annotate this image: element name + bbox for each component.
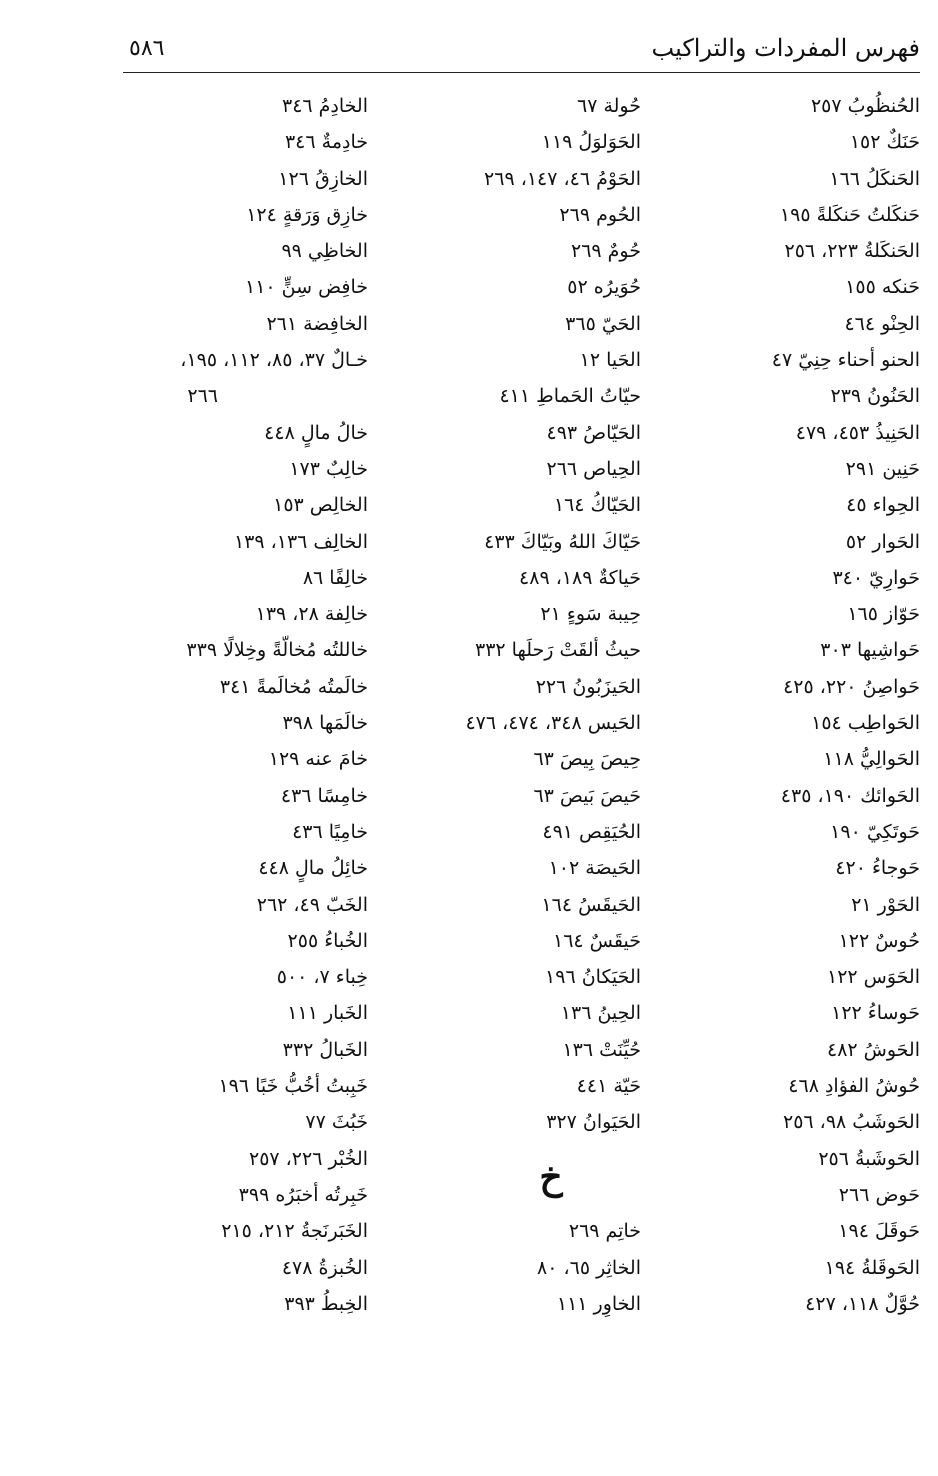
index-entry: خامِسًا ٤٣٦ (280, 784, 368, 807)
index-entry: الحَوار ٥٢ (845, 530, 920, 553)
index-entry: الخِبطُ ٣٩٣ (284, 1292, 368, 1315)
index-entry: الخالِص ١٥٣ (273, 494, 368, 517)
index-entry: ٢٦٦ (187, 385, 218, 408)
index-entry: حَياكةٌ ١٨٩، ٤٨٩ (519, 566, 641, 589)
index-entry: حُوَّلٌ ١١٨، ٤٢٧ (805, 1292, 920, 1315)
index-entry: حَوقَلَ ١٩٤ (838, 1220, 920, 1243)
index-entry: حَوارِيّ ٣٤٠ (832, 566, 920, 589)
index-entry: خالِفًا ٨٦ (302, 566, 368, 589)
index-entry: خَبِرتُه أخبَرُه ٣٩٩ (238, 1183, 368, 1206)
index-entry: الخاظِي ٩٩ (281, 240, 368, 263)
index-entry: الخَبّ ٤٩، ٢٦٢ (256, 893, 368, 916)
index-entry: خامَ عنه ١٢٩ (268, 748, 368, 771)
letter-heading: خ (539, 1155, 563, 1198)
index-entry: حَنكه ١٥٥ (845, 276, 920, 299)
index-column-middle (391, 88, 641, 1322)
index-entry: الخُبزةُ ٤٧٨ (281, 1256, 368, 1279)
index-entry: الحَيّاصُ ٤٩٣ (546, 421, 641, 444)
index-entry: الحَيزَبُونُ ٢٢٦ (535, 675, 641, 698)
index-entry: الحَيّاكُ ١٦٤ (553, 494, 641, 517)
running-title: فهرس المفردات والتراكيب (651, 34, 920, 62)
index-entry: الخاثِر ٦٥، ٨٠ (537, 1256, 641, 1279)
index-entry: الحُنظُوبُ ٢٥٧ (810, 95, 920, 117)
index-entry: الحَيقَسُ ١٦٤ (541, 893, 641, 916)
index-entry: حَواشِيها ٣٠٣ (820, 639, 920, 662)
index-entry: حَوساءُ ١٢٢ (831, 1002, 920, 1025)
index-entry: الحنو أحناء حِنِيّ ٤٧ (771, 349, 920, 372)
index-entry: خالُ مالٍ ٤٤٨ (264, 421, 368, 444)
index-entry: الحَوشَبةُ ٢٥٦ (818, 1147, 920, 1170)
index-entry: حَيّة ٤٤١ (576, 1075, 641, 1098)
index-entry: الحَنُونُ ٢٣٩ (830, 385, 920, 408)
index-entry: خالَمَها ٣٩٨ (282, 712, 368, 735)
index-entry: خادِمةٌ ٣٤٦ (284, 131, 368, 154)
index-entry: حُوسٌ ١٢٢ (838, 929, 920, 952)
index-entry: حُولة ٦٧ (577, 95, 641, 117)
index-entry: حِيبة سَوءٍ ٢١ (540, 603, 641, 626)
index-column-right (675, 88, 920, 1322)
index-entry: خازِق وَرَقةٍ ١٢٤ (246, 203, 368, 226)
index-entry: الحِينُ ١٣٦ (560, 1002, 641, 1025)
index-entry: خِباء ٧، ٥٠٠ (276, 966, 368, 989)
index-entry: حَوجاءُ ٤٢٠ (835, 857, 920, 880)
page-header (123, 30, 920, 73)
index-entry: الحِياص ٢٦٦ (546, 457, 641, 480)
index-entry: خاللتُه مُخالّةً وخِلالًا ٣٣٩ (186, 639, 368, 662)
index-entry: حَوّاز ١٦٥ (847, 603, 920, 626)
index-entry: الحَوْمُ ٤٦، ١٤٧، ٢٦٩ (484, 167, 641, 190)
index-entry: حَنِين ٢٩١ (845, 457, 920, 480)
index-entry: الحَيّ ٣٦٥ (565, 312, 641, 335)
index-entry: خاتِم ٢٦٩ (568, 1220, 641, 1243)
index-entry: الخَبار ١١١ (287, 1002, 368, 1025)
index-entry: الحِواء ٤٥ (846, 494, 920, 517)
index-entry: الحَوشَبُ ٩٨، ٢٥٦ (783, 1111, 920, 1134)
index-entry: خائِلُ مالٍ ٤٤٨ (258, 857, 368, 880)
index-entry: حَوتَكِيّ ١٩٠ (830, 820, 920, 843)
page-number: ٥٨٦ (129, 36, 165, 61)
index-entry: الخادِمُ ٣٤٦ (281, 95, 368, 117)
index-entry: الخُبْر ٢٢٦، ٢٥٧ (248, 1147, 368, 1170)
index-entry: خالَمتُه مُخالَمةً ٣٤١ (219, 675, 368, 698)
index-entry: خامِيًا ٤٣٦ (292, 820, 368, 843)
index-entry: خافِض سِنٍّ ١١٠ (245, 276, 368, 299)
index-entry: الحَوَلوَلُ ١١٩ (541, 131, 641, 154)
index-entry: حَنكَلتُ حَنكَلةً ١٩٥ (779, 203, 920, 226)
index-entry: خـالٌ ٣٧، ٨٥، ١١٢، ١٩٥، (180, 349, 368, 372)
index-entry: الخُباءُ ٢٥٥ (287, 929, 368, 952)
index-entry: الحُوم ٢٦٩ (559, 203, 641, 226)
index-entry: حَيّاكَ اللهُ وبَيّاكَ ٤٣٣ (484, 530, 641, 553)
index-entry: الخالِف ١٣٦، ١٣٩ (233, 530, 368, 553)
index-entry: الحَيَكانُ ١٩٦ (545, 966, 641, 989)
index-entry: الحَيَوانُ ٣٢٧ (546, 1111, 641, 1134)
index-column-left (38, 88, 368, 1322)
index-entry: الخاوِر ١١١ (556, 1292, 641, 1315)
index-entry: حُوَيرُه ٥٢ (567, 276, 641, 299)
index-entry: الحَنكَلةُ ٢٢٣، ٢٥٦ (784, 240, 920, 263)
index-entry: الحَوالِيُّ ١١٨ (823, 748, 920, 771)
index-entry: الخافِضة ٢٦١ (266, 312, 368, 335)
index-entry: خالِفة ٢٨، ١٣٩ (255, 603, 368, 626)
index-entry: الحَيس ٣٤٨، ٤٧٤، ٤٧٦ (465, 712, 641, 735)
index-entry: خَبِبتُ أخُبُّ خَبًا ١٩٦ (218, 1075, 368, 1098)
index-entry: الحَوقَلةُ ١٩٤ (824, 1256, 920, 1279)
index-entry: الحَنكَلُ ١٦٦ (829, 167, 920, 190)
index-entry: حَيصَ بَيصَ ٦٣ (533, 784, 641, 807)
index-entry: خَبُثَ ٧٧ (305, 1111, 368, 1134)
index-entry: الحَوائك ١٩٠، ٤٣٥ (780, 784, 920, 807)
index-entry: حَيقَسٌ ١٦٤ (553, 929, 641, 952)
index-entry: حُومٌ ٢٦٩ (571, 240, 641, 263)
index-entry: الحَيصَة ١٠٢ (548, 857, 641, 880)
index-entry: الحَوَس ١٢٢ (826, 966, 920, 989)
index-entry: حُيِّنَتْ ١٣٦ (562, 1038, 641, 1061)
index-entry: الحِنْو ٤٦٤ (844, 312, 920, 335)
index-entry: حيثُ ألقَتْ رَحلَها ٣٣٢ (475, 639, 641, 662)
index-entry: الحَيا ١٢ (579, 349, 641, 372)
index-entry: الخَبالُ ٣٣٢ (282, 1038, 368, 1061)
index-entry: حَوض ٢٦٦ (838, 1183, 920, 1206)
index-entry: حَنَكٌ ١٥٢ (849, 131, 920, 154)
index-entry: حُوشُ الفؤادِ ٤٦٨ (788, 1075, 920, 1098)
index-entry: الخازِقُ ١٢٦ (278, 167, 368, 190)
index-entry: حيّاتُ الحَماطِ ٤١١ (499, 385, 641, 408)
index-entry: الحَوشُ ٤٨٢ (826, 1038, 920, 1061)
index-entry: حِيصَ بِيصَ ٦٣ (533, 748, 641, 771)
index-entry: خالِبٌ ١٧٣ (289, 457, 368, 480)
index-entry: الحَوْر ٢١ (851, 893, 920, 916)
index-entry: الحَنِيذُ ٤٥٣، ٤٧٩ (795, 421, 920, 444)
index-entry: الحَواطِب ١٥٤ (811, 712, 920, 735)
index-entry: حَواصِنُ ٢٢٠، ٤٢٥ (783, 675, 920, 698)
index-entry: الخَبَرنَجةُ ٢١٢، ٢١٥ (221, 1220, 368, 1243)
index-entry: الحُيَقِص ٤٩١ (542, 820, 641, 843)
